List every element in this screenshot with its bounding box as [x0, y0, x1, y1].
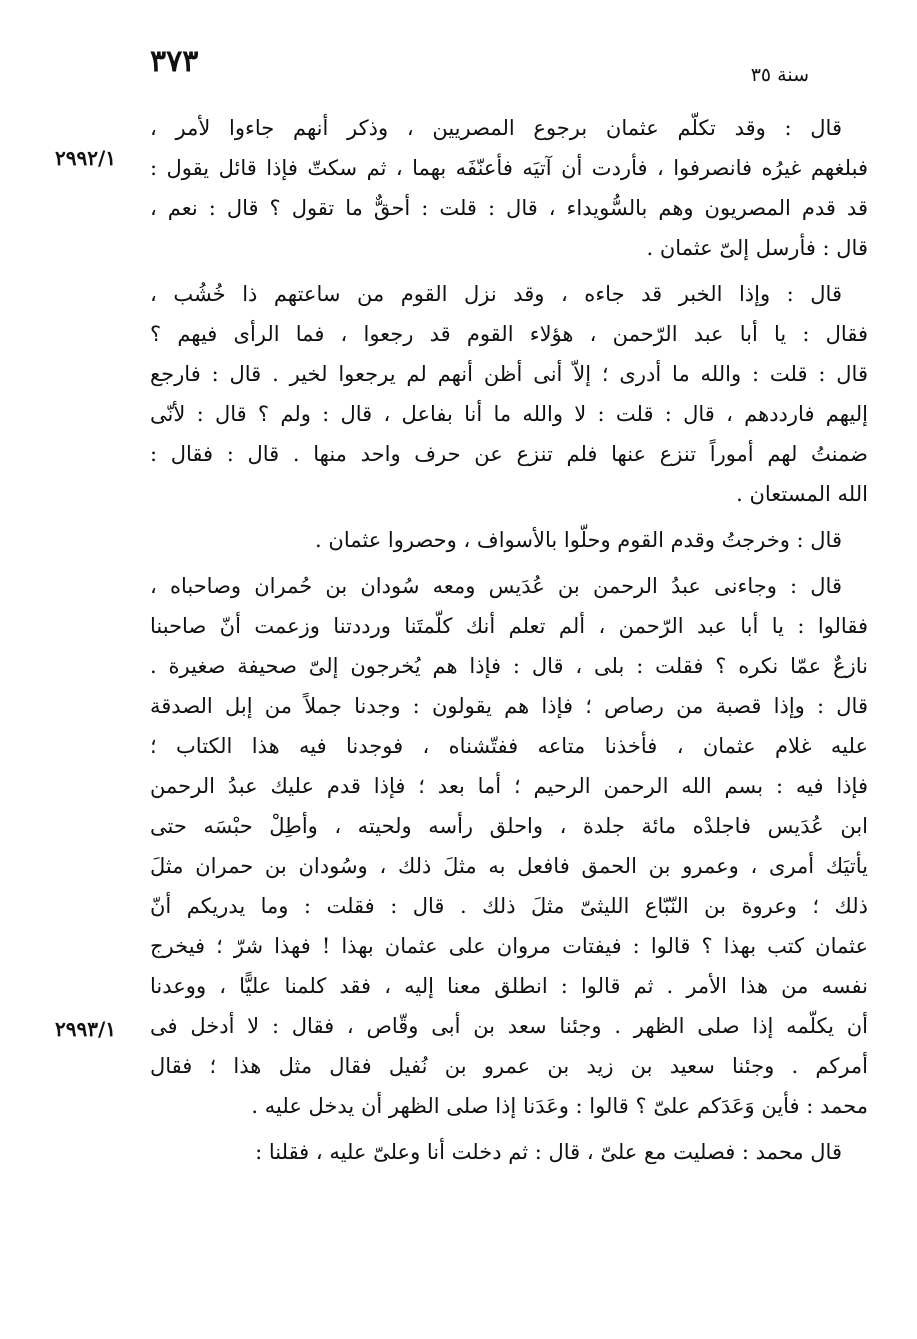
margin-reference: ٢٩٩٢/١ [55, 146, 117, 170]
text-line: قال : قلت : والله ما أدرى ؛ إلاّ أنى أظن أنهم لم يرجعوا لخير . قال : فارجع [150, 362, 868, 386]
page-number: ٣٧٣ [150, 44, 199, 79]
running-header-year: سنة ٣٥ [750, 64, 809, 86]
text-line: قال : وقد تكلّم عثمان برجوع المصريين ، وذكر أنهم جاءوا لأمر ، [150, 116, 842, 140]
text-line: قال : وجاءنى عبدُ الرحمن بن عُدَيس ومعه سُودان بن حُمران وصاحباه ، [150, 574, 842, 598]
paragraph [150, 1132, 868, 1172]
text-line: ذلك ؛ وعروة بن النّبّاع الليثىّ مثلَ ذلك . قال : فقلت : وما يدريكم أنّ [150, 894, 868, 918]
text-line: قال محمد : فصليت مع علىّ ، قال : ثم دخلت أنا وعلىّ عليه ، فقلنا : [255, 1140, 842, 1164]
text-line: نفسه من هذا الأمر . ثم قالوا : انطلق معنا إليه ، فقد كلمنا عليًّا ، ووعدنا [150, 974, 868, 998]
text-line: قال : وإذا الخبر قد جاءه ، وقد نزل القوم من ساعتهم ذا خُشُب ، [150, 282, 842, 306]
text-line: فقالوا : يا أبا عبد الرّحمن ، ألم تعلم أنك كلّمتَنا ورددتنا وزعمت أنّ صاحبنا [150, 614, 868, 638]
paragraph [150, 566, 868, 1126]
margin-reference: ٢٩٩٣/١ [55, 1017, 117, 1041]
text-line: محمد : فأين وَعَدَكم علىّ ؟ قالوا : وعَدَنا إذا صلى الظهر أن يدخل عليه . [251, 1094, 868, 1118]
text-line: قد قدم المصريون وهم بالسُّويداء ، قال : قلت : أحقٌّ ما تقول ؟ قال : نعم ، [150, 196, 868, 220]
text-line: يأتيَك أمرى ، وعمرو بن الحمق فافعل به مثلَ ذلك ، وسُودان بن حمران مثلَ [150, 854, 868, 878]
text-line: فإذا فيه : بسم الله الرحمن الرحيم ؛ أما بعد ؛ فإذا قدم عليك عبدُ الرحمن [150, 774, 868, 798]
text-line: الله المستعان . [736, 482, 868, 506]
body-text [150, 108, 868, 1178]
paragraph [150, 274, 868, 514]
text-line: عليه غلام عثمان ، فأخذنا متاعه ففتّشناه ، فوجدنا فيه هذا الكتاب ؛ [150, 734, 868, 758]
text-line: أن يكلّمه إذا صلى الظهر . وجئنا سعد بن أبى وقّاص ، فقال : لا أدخل فى [150, 1014, 868, 1038]
text-line: فبلغهم غيرُه فانصرفوا ، فأردت أن آتيَه فأعنّفَه بهما ، ثم سكتّ فإذا قائل يقول : [150, 156, 868, 180]
text-line: قال : وخرجتُ وقدم القوم وحلّوا بالأسواف ، وحصروا عثمان . [315, 528, 842, 552]
text-line: نازعٌ عمّا نكره ؟ فقلت : بلى ، قال : فإذا هم يُخرجون إلىّ صحيفة صغيرة . [150, 654, 868, 678]
text-line: قال : فأرسل إلىّ عثمان . [646, 236, 868, 260]
text-line: قال : وإذا قصبة من رصاص ؛ فإذا هم يقولون : وجدنا جملاً من إبل الصدقة [150, 694, 868, 718]
paragraph [150, 520, 868, 560]
text-line: عثمان كتب بهذا ؟ قالوا : فيفتات مروان على عثمان بهذا ! فهذا شرّ ؛ فيخرج [150, 934, 868, 958]
paragraph [150, 108, 868, 268]
text-line: إليهم فارددهم ، قال : قلت : لا والله ما أنا بفاعل ، قال : ولم ؟ قال : لأنّى [150, 402, 868, 426]
text-line: أمركم . وجئنا سعيد بن زيد بن عمرو بن نُفيل فقال مثل هذا ؛ فقال [150, 1054, 868, 1078]
text-line: ابن عُدَيس فاجلدْه مائة جلدة ، واحلق رأسه ولحيته ، وأطِلْ حبْسَه حتى [150, 814, 868, 838]
text-line: ضمنتُ لهم أموراً تنزع عنها فلم تنزع عن حرف واحد منها . قال : فقال : [150, 442, 868, 466]
text-line: فقال : يا أبا عبد الرّحمن ، هؤلاء القوم قد رجعوا ، فما الرأى فيهم ؟ [150, 322, 868, 346]
